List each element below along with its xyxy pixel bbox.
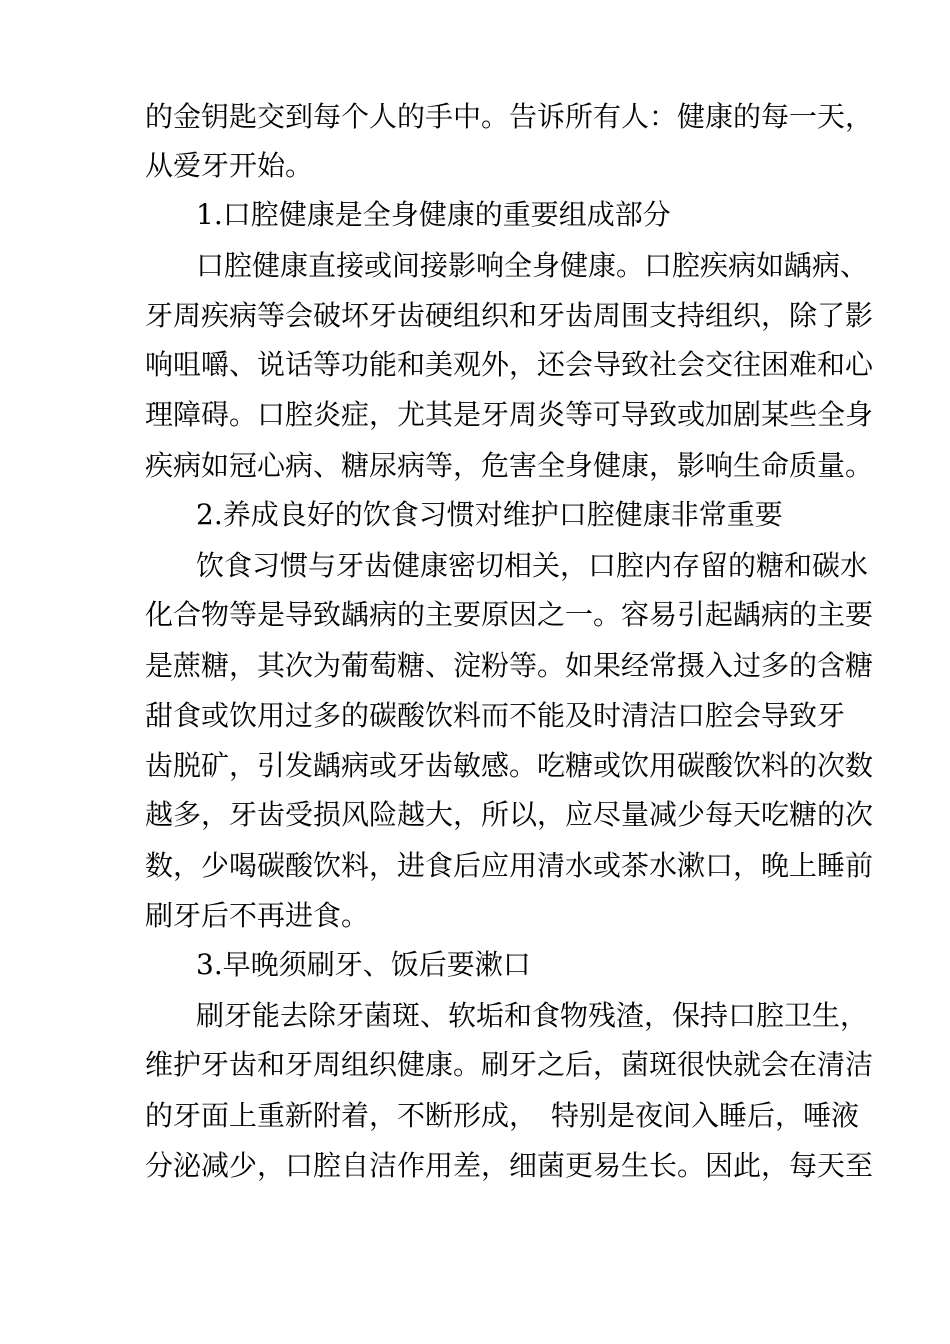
text-line: 齿脱矿，引发龋病或牙齿敏感。吃糖或饮用碳酸饮料的次数 xyxy=(145,749,874,782)
text-line: 刷牙后不再进食。 xyxy=(145,899,370,932)
text-line: 的牙面上重新附着，不断形成， 特别是夜间入睡后，唾液 xyxy=(145,1099,860,1132)
text-line: 的金钥匙交到每个人的手中。告诉所有人：健康的每一天， xyxy=(145,100,874,133)
text-line: 疾病如冠心病、糖尿病等，危害全身健康，影响生命质量。 xyxy=(145,449,874,482)
text-line: 口腔健康直接或间接影响全身健康。口腔疾病如龋病、 xyxy=(196,249,869,282)
section-heading-2: 2.养成良好的饮食习惯对维护口腔健康非常重要 xyxy=(196,498,783,531)
text-line: 化合物等是导致龋病的主要原因之一。容易引起龋病的主要 xyxy=(145,598,874,631)
text-line: 维护牙齿和牙周组织健康。刷牙之后，菌斑很快就会在清洁 xyxy=(145,1048,874,1081)
text-line: 分泌减少，口腔自洁作用差，细菌更易生长。因此，每天至 xyxy=(145,1149,874,1182)
text-line: 响咀嚼、说话等功能和美观外，还会导致社会交往困难和心 xyxy=(145,348,874,381)
section-heading-1: 1.口腔健康是全身健康的重要组成部分 xyxy=(196,198,671,231)
text-line: 牙周疾病等会破坏牙齿硬组织和牙齿周围支持组织，除了影 xyxy=(145,299,874,332)
text-line: 越多，牙齿受损风险越大，所以，应尽量减少每天吃糖的次 xyxy=(145,798,874,831)
text-line: 从爱牙开始。 xyxy=(145,149,314,182)
text-line: 理障碍。口腔炎症，尤其是牙周炎等可导致或加剧某些全身 xyxy=(145,398,874,431)
text-line: 是蔗糖，其次为葡萄糖、淀粉等。如果经常摄入过多的含糖 xyxy=(145,649,874,682)
text-line: 数，少喝碳酸饮料，进食后应用清水或茶水漱口，晚上睡前 xyxy=(145,849,874,882)
text-line: 刷牙能去除牙菌斑、软垢和食物残渣，保持口腔卫生， xyxy=(196,999,869,1032)
text-line: 饮食习惯与牙齿健康密切相关，口腔内存留的糖和碳水 xyxy=(196,549,869,582)
text-line: 甜食或饮用过多的碳酸饮料而不能及时清洁口腔会导致牙 xyxy=(145,699,846,732)
section-heading-3: 3.早晚须刷牙、饭后要漱口 xyxy=(196,948,531,981)
